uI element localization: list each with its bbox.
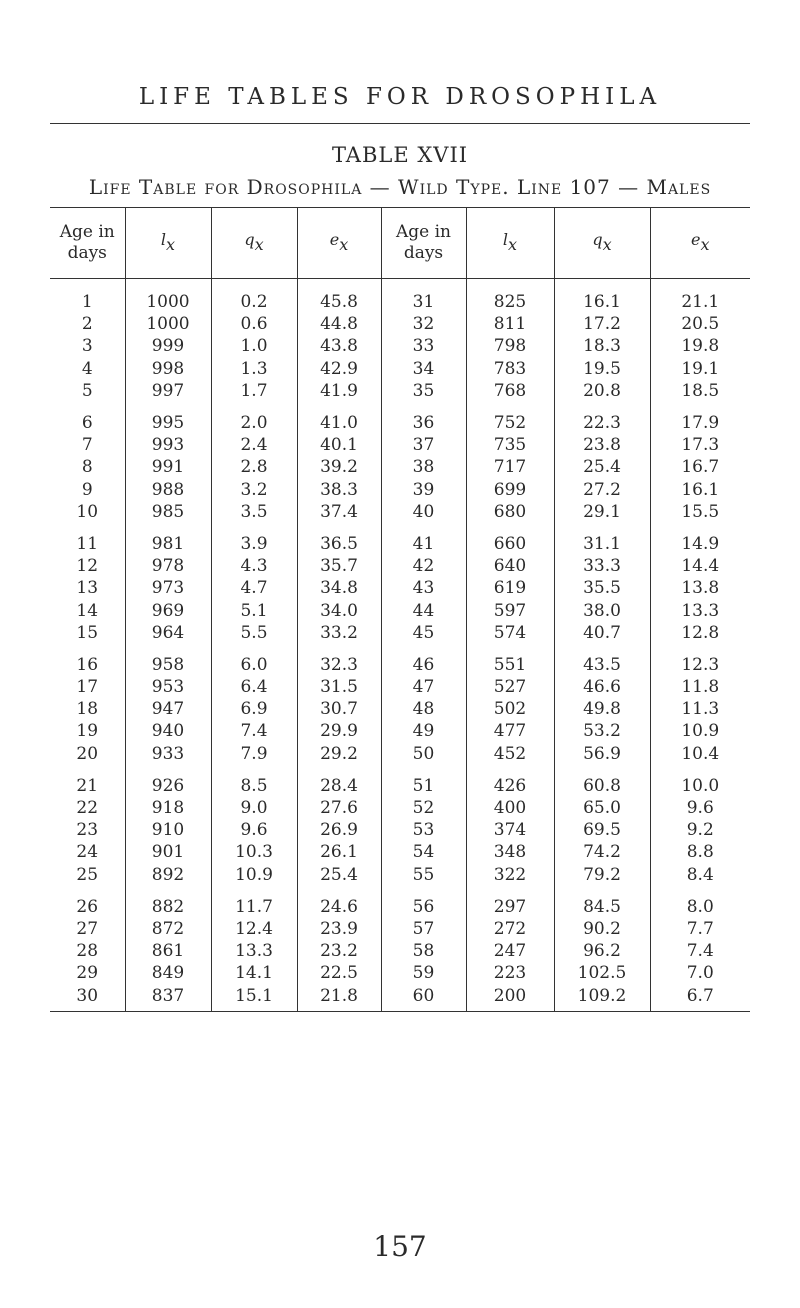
left-lx-cell: 969: [125, 599, 211, 621]
right-lx-cell: 551: [466, 654, 554, 676]
left-age-cell: 5: [81, 380, 93, 401]
right-lx-cell: 477: [466, 720, 554, 742]
left-lx-cell: 901: [125, 841, 211, 863]
left-ex-cell: 44.8: [297, 313, 381, 335]
header-qx: $q_x$: [554, 208, 650, 279]
table-body: [50, 279, 750, 1012]
right-age-cell: 41: [381, 533, 466, 555]
left-qx-cell: 2.0: [211, 412, 297, 434]
left-qx-cell: 6.0: [211, 654, 297, 676]
left-qx-cell: 5.5: [211, 622, 297, 644]
left-ex-cell: 25.4: [297, 864, 381, 886]
right-lx-cell: 640: [466, 555, 554, 577]
right-ex-cell: 7.4: [650, 940, 750, 962]
right-qx-cell: 27.2: [554, 479, 650, 501]
left-age-cell: 29: [76, 963, 99, 984]
left-ex-cell: 41.9: [297, 380, 381, 402]
left-qx-cell: 11.7: [211, 896, 297, 918]
right-age-cell: 59: [381, 962, 466, 984]
right-lx-cell: 752: [466, 412, 554, 434]
right-ex-cell: 10.9: [650, 720, 750, 742]
row-spacer: [50, 523, 750, 533]
header-qx: $q_x$: [211, 208, 297, 279]
left-lx-cell: 991: [125, 456, 211, 478]
right-age-cell: 55: [381, 864, 466, 886]
left-age-cell: 12: [76, 556, 99, 577]
left-qx-cell: 12.4: [211, 918, 297, 940]
right-ex-cell: 8.8: [650, 841, 750, 863]
header-lx: $l_x$: [125, 208, 211, 279]
table-number: TABLE XVII: [331, 143, 469, 167]
right-qx-cell: 109.2: [554, 984, 650, 1006]
left-lx-cell: 958: [125, 654, 211, 676]
left-ex-cell: 28.4: [297, 775, 381, 797]
right-qx-cell: 60.8: [554, 775, 650, 797]
header-lx: $l_x$: [466, 208, 554, 279]
left-lx-cell: 998: [125, 358, 211, 380]
left-ex-cell: 26.9: [297, 819, 381, 841]
table-row: [50, 918, 750, 940]
right-qx-cell: 40.7: [554, 622, 650, 644]
left-age-cell: 14: [76, 600, 99, 621]
left-age-cell: 24: [76, 842, 99, 863]
right-lx-cell: 200: [466, 984, 554, 1006]
left-qx-cell: 2.8: [211, 456, 297, 478]
table-row: [50, 622, 750, 644]
left-lx-cell: 872: [125, 918, 211, 940]
left-lx-cell: 918: [125, 797, 211, 819]
right-age-cell: 31: [381, 291, 466, 313]
right-lx-cell: 783: [466, 358, 554, 380]
right-age-cell: 34: [381, 358, 466, 380]
right-age-cell: 48: [381, 698, 466, 720]
left-lx-cell: 988: [125, 479, 211, 501]
table-row: [50, 313, 750, 335]
left-ex-cell: 39.2: [297, 456, 381, 478]
right-lx-cell: 452: [466, 743, 554, 765]
table-row: [50, 434, 750, 456]
right-age-cell: 36: [381, 412, 466, 434]
table-row: [50, 335, 750, 357]
left-age-cell: 8: [81, 457, 93, 478]
right-qx-cell: 65.0: [554, 797, 650, 819]
left-lx-cell: 892: [125, 864, 211, 886]
right-age-cell: 46: [381, 654, 466, 676]
right-age-cell: 33: [381, 335, 466, 357]
left-ex-cell: 30.7: [297, 698, 381, 720]
left-qx-cell: 6.9: [211, 698, 297, 720]
right-lx-cell: 322: [466, 864, 554, 886]
left-qx-cell: 1.0: [211, 335, 297, 357]
left-ex-cell: 29.2: [297, 743, 381, 765]
left-lx-cell: 910: [125, 819, 211, 841]
right-ex-cell: 8.0: [650, 896, 750, 918]
right-qx-cell: 90.2: [554, 918, 650, 940]
left-age-cell: 4: [81, 358, 93, 379]
left-lx-cell: 837: [125, 984, 211, 1006]
right-ex-cell: 12.8: [650, 622, 750, 644]
right-ex-cell: 15.5: [650, 501, 750, 523]
right-age-cell: 44: [381, 599, 466, 621]
right-ex-cell: 9.2: [650, 819, 750, 841]
right-age-cell: 53: [381, 819, 466, 841]
table-row: [50, 577, 750, 599]
left-ex-cell: 21.8: [297, 984, 381, 1006]
left-age-cell: 30: [76, 985, 99, 1006]
right-lx-cell: 717: [466, 456, 554, 478]
left-lx-cell: 993: [125, 434, 211, 456]
right-age-cell: 50: [381, 743, 466, 765]
right-qx-cell: 19.5: [554, 358, 650, 380]
right-lx-cell: 798: [466, 335, 554, 357]
table-row: [50, 797, 750, 819]
right-age-cell: 45: [381, 622, 466, 644]
right-qx-cell: 56.9: [554, 743, 650, 765]
right-age-cell: 51: [381, 775, 466, 797]
row-spacer: [50, 765, 750, 775]
right-ex-cell: 8.4: [650, 864, 750, 886]
right-lx-cell: 619: [466, 577, 554, 599]
left-ex-cell: 23.2: [297, 940, 381, 962]
right-ex-cell: 17.9: [650, 412, 750, 434]
table-row: [50, 456, 750, 478]
left-lx-cell: 985: [125, 501, 211, 523]
table-row: [50, 380, 750, 402]
table-row: [50, 984, 750, 1006]
right-lx-cell: 811: [466, 313, 554, 335]
left-qx-cell: 14.1: [211, 962, 297, 984]
right-ex-cell: 11.3: [650, 698, 750, 720]
right-ex-cell: 13.3: [650, 599, 750, 621]
right-age-cell: 54: [381, 841, 466, 863]
right-lx-cell: 527: [466, 676, 554, 698]
right-qx-cell: 96.2: [554, 940, 650, 962]
right-qx-cell: 74.2: [554, 841, 650, 863]
left-age-cell: 18: [76, 699, 99, 720]
left-lx-cell: 981: [125, 533, 211, 555]
right-qx-cell: 29.1: [554, 501, 650, 523]
left-lx-cell: 933: [125, 743, 211, 765]
right-qx-cell: 53.2: [554, 720, 650, 742]
header-age: Age in days: [381, 208, 466, 279]
left-age-cell: 23: [76, 820, 99, 841]
running-head: LIFE TABLES FOR DROSOPHILA: [138, 84, 662, 110]
table-row: [50, 841, 750, 863]
left-ex-cell: 38.3: [297, 479, 381, 501]
right-age-cell: 52: [381, 797, 466, 819]
right-ex-cell: 13.8: [650, 577, 750, 599]
row-spacer: [50, 886, 750, 896]
right-ex-cell: 21.1: [650, 291, 750, 313]
left-age-cell: 22: [76, 798, 99, 819]
right-ex-cell: 18.5: [650, 380, 750, 402]
table-row: [50, 654, 750, 676]
right-age-cell: 60: [381, 984, 466, 1006]
left-age-cell: 17: [76, 677, 99, 698]
left-lx-cell: 999: [125, 335, 211, 357]
right-age-cell: 32: [381, 313, 466, 335]
left-age-cell: 25: [76, 864, 99, 885]
right-ex-cell: 19.1: [650, 358, 750, 380]
left-lx-cell: 978: [125, 555, 211, 577]
table-row: [50, 720, 750, 742]
left-lx-cell: 973: [125, 577, 211, 599]
left-qx-cell: 10.3: [211, 841, 297, 863]
right-age-cell: 57: [381, 918, 466, 940]
right-qx-cell: 31.1: [554, 533, 650, 555]
right-age-cell: 39: [381, 479, 466, 501]
right-ex-cell: 9.6: [650, 797, 750, 819]
right-lx-cell: 680: [466, 501, 554, 523]
left-qx-cell: 7.9: [211, 743, 297, 765]
right-ex-cell: 7.0: [650, 962, 750, 984]
left-age-cell: 21: [76, 775, 99, 796]
table-row: [50, 698, 750, 720]
left-ex-cell: 29.9: [297, 720, 381, 742]
left-ex-cell: 43.8: [297, 335, 381, 357]
header-age: Age in days: [50, 208, 125, 279]
right-qx-cell: 49.8: [554, 698, 650, 720]
right-ex-cell: 14.9: [650, 533, 750, 555]
left-qx-cell: 1.7: [211, 380, 297, 402]
left-lx-cell: 849: [125, 962, 211, 984]
table-row: [50, 501, 750, 523]
left-qx-cell: 1.3: [211, 358, 297, 380]
header-rule: [50, 123, 750, 124]
header-ex: $e_x$: [297, 208, 381, 279]
left-lx-cell: 926: [125, 775, 211, 797]
left-ex-cell: 41.0: [297, 412, 381, 434]
left-lx-cell: 964: [125, 622, 211, 644]
right-lx-cell: 660: [466, 533, 554, 555]
left-age-cell: 11: [76, 533, 99, 554]
right-age-cell: 43: [381, 577, 466, 599]
right-ex-cell: 20.5: [650, 313, 750, 335]
right-qx-cell: 46.6: [554, 676, 650, 698]
left-ex-cell: 23.9: [297, 918, 381, 940]
left-ex-cell: 45.8: [297, 291, 381, 313]
right-ex-cell: 7.7: [650, 918, 750, 940]
right-lx-cell: 400: [466, 797, 554, 819]
right-lx-cell: 825: [466, 291, 554, 313]
left-qx-cell: 9.6: [211, 819, 297, 841]
left-lx-cell: 861: [125, 940, 211, 962]
right-ex-cell: 10.4: [650, 743, 750, 765]
header-row: [50, 208, 750, 279]
left-lx-cell: 997: [125, 380, 211, 402]
left-age-cell: 15: [76, 622, 99, 643]
left-qx-cell: 8.5: [211, 775, 297, 797]
table-row: [50, 864, 750, 886]
table-row: [50, 743, 750, 765]
right-age-cell: 40: [381, 501, 466, 523]
left-age-cell: 13: [76, 578, 99, 599]
left-qx-cell: 0.6: [211, 313, 297, 335]
header-ex: $e_x$: [650, 208, 750, 279]
left-qx-cell: 3.9: [211, 533, 297, 555]
right-qx-cell: 84.5: [554, 896, 650, 918]
left-ex-cell: 37.4: [297, 501, 381, 523]
right-age-cell: 56: [381, 896, 466, 918]
table-row: [50, 533, 750, 555]
right-lx-cell: 297: [466, 896, 554, 918]
right-lx-cell: 768: [466, 380, 554, 402]
left-age-cell: 26: [76, 896, 99, 917]
left-ex-cell: 32.3: [297, 654, 381, 676]
page-number: 157: [373, 1230, 427, 1263]
table-row: [50, 479, 750, 501]
left-age-cell: 2: [81, 314, 93, 335]
left-age-cell: 20: [76, 743, 99, 764]
row-spacer: [50, 1007, 750, 1012]
table-row: [50, 555, 750, 577]
right-lx-cell: 223: [466, 962, 554, 984]
left-ex-cell: 42.9: [297, 358, 381, 380]
right-qx-cell: 16.1: [554, 291, 650, 313]
table-row: [50, 291, 750, 313]
right-age-cell: 37: [381, 434, 466, 456]
left-age-cell: 10: [76, 501, 99, 522]
left-age-cell: 16: [76, 654, 99, 675]
right-qx-cell: 23.8: [554, 434, 650, 456]
right-ex-cell: 16.7: [650, 456, 750, 478]
right-lx-cell: 348: [466, 841, 554, 863]
left-lx-cell: 947: [125, 698, 211, 720]
left-lx-cell: 1000: [125, 313, 211, 335]
right-qx-cell: 33.3: [554, 555, 650, 577]
row-spacer: [50, 402, 750, 412]
right-lx-cell: 374: [466, 819, 554, 841]
left-qx-cell: 6.4: [211, 676, 297, 698]
left-qx-cell: 9.0: [211, 797, 297, 819]
left-qx-cell: 7.4: [211, 720, 297, 742]
table-row: [50, 819, 750, 841]
left-lx-cell: 940: [125, 720, 211, 742]
right-ex-cell: 19.8: [650, 335, 750, 357]
table-row: [50, 940, 750, 962]
left-ex-cell: 31.5: [297, 676, 381, 698]
right-ex-cell: 14.4: [650, 555, 750, 577]
right-qx-cell: 35.5: [554, 577, 650, 599]
right-age-cell: 58: [381, 940, 466, 962]
left-ex-cell: 36.5: [297, 533, 381, 555]
right-qx-cell: 25.4: [554, 456, 650, 478]
row-spacer: [50, 279, 750, 292]
left-age-cell: 6: [81, 413, 93, 434]
table-row: [50, 896, 750, 918]
table-row: [50, 358, 750, 380]
left-age-cell: 9: [81, 479, 93, 500]
right-qx-cell: 79.2: [554, 864, 650, 886]
right-qx-cell: 17.2: [554, 313, 650, 335]
row-spacer: [50, 644, 750, 654]
life-table: [50, 207, 750, 1012]
right-qx-cell: 102.5: [554, 962, 650, 984]
left-lx-cell: 1000: [125, 291, 211, 313]
left-ex-cell: 24.6: [297, 896, 381, 918]
right-ex-cell: 12.3: [650, 654, 750, 676]
table-row: [50, 676, 750, 698]
right-ex-cell: 16.1: [650, 479, 750, 501]
right-age-cell: 38: [381, 456, 466, 478]
right-ex-cell: 11.8: [650, 676, 750, 698]
left-qx-cell: 5.1: [211, 599, 297, 621]
right-qx-cell: 20.8: [554, 380, 650, 402]
left-qx-cell: 4.7: [211, 577, 297, 599]
right-qx-cell: 38.0: [554, 599, 650, 621]
left-age-cell: 28: [76, 941, 99, 962]
left-age-cell: 1: [81, 292, 93, 313]
left-ex-cell: 34.8: [297, 577, 381, 599]
right-lx-cell: 502: [466, 698, 554, 720]
right-ex-cell: 17.3: [650, 434, 750, 456]
right-qx-cell: 22.3: [554, 412, 650, 434]
right-age-cell: 42: [381, 555, 466, 577]
left-age-cell: 19: [76, 721, 99, 742]
right-lx-cell: 597: [466, 599, 554, 621]
left-qx-cell: 13.3: [211, 940, 297, 962]
right-age-cell: 47: [381, 676, 466, 698]
right-ex-cell: 6.7: [650, 984, 750, 1006]
right-age-cell: 35: [381, 380, 466, 402]
left-ex-cell: 34.0: [297, 599, 381, 621]
right-lx-cell: 426: [466, 775, 554, 797]
right-lx-cell: 699: [466, 479, 554, 501]
table-row: [50, 412, 750, 434]
left-qx-cell: 0.2: [211, 291, 297, 313]
left-lx-cell: 882: [125, 896, 211, 918]
right-ex-cell: 10.0: [650, 775, 750, 797]
left-qx-cell: 10.9: [211, 864, 297, 886]
table-caption: Life Table for Drosophila — Wild Type. Line 107 — Males: [88, 175, 712, 199]
right-lx-cell: 272: [466, 918, 554, 940]
table-row: [50, 775, 750, 797]
right-age-cell: 49: [381, 720, 466, 742]
left-age-cell: 3: [81, 336, 93, 357]
left-qx-cell: 2.4: [211, 434, 297, 456]
left-ex-cell: 33.2: [297, 622, 381, 644]
left-ex-cell: 22.5: [297, 962, 381, 984]
table-row: [50, 599, 750, 621]
left-age-cell: 7: [81, 435, 93, 456]
left-ex-cell: 26.1: [297, 841, 381, 863]
left-lx-cell: 953: [125, 676, 211, 698]
left-ex-cell: 27.6: [297, 797, 381, 819]
left-qx-cell: 4.3: [211, 555, 297, 577]
left-qx-cell: 3.5: [211, 501, 297, 523]
left-qx-cell: 15.1: [211, 984, 297, 1006]
left-ex-cell: 35.7: [297, 555, 381, 577]
left-age-cell: 27: [76, 918, 99, 939]
right-qx-cell: 18.3: [554, 335, 650, 357]
left-qx-cell: 3.2: [211, 479, 297, 501]
right-qx-cell: 43.5: [554, 654, 650, 676]
left-ex-cell: 40.1: [297, 434, 381, 456]
left-lx-cell: 995: [125, 412, 211, 434]
table-row: [50, 962, 750, 984]
right-lx-cell: 247: [466, 940, 554, 962]
right-qx-cell: 69.5: [554, 819, 650, 841]
right-lx-cell: 574: [466, 622, 554, 644]
right-lx-cell: 735: [466, 434, 554, 456]
